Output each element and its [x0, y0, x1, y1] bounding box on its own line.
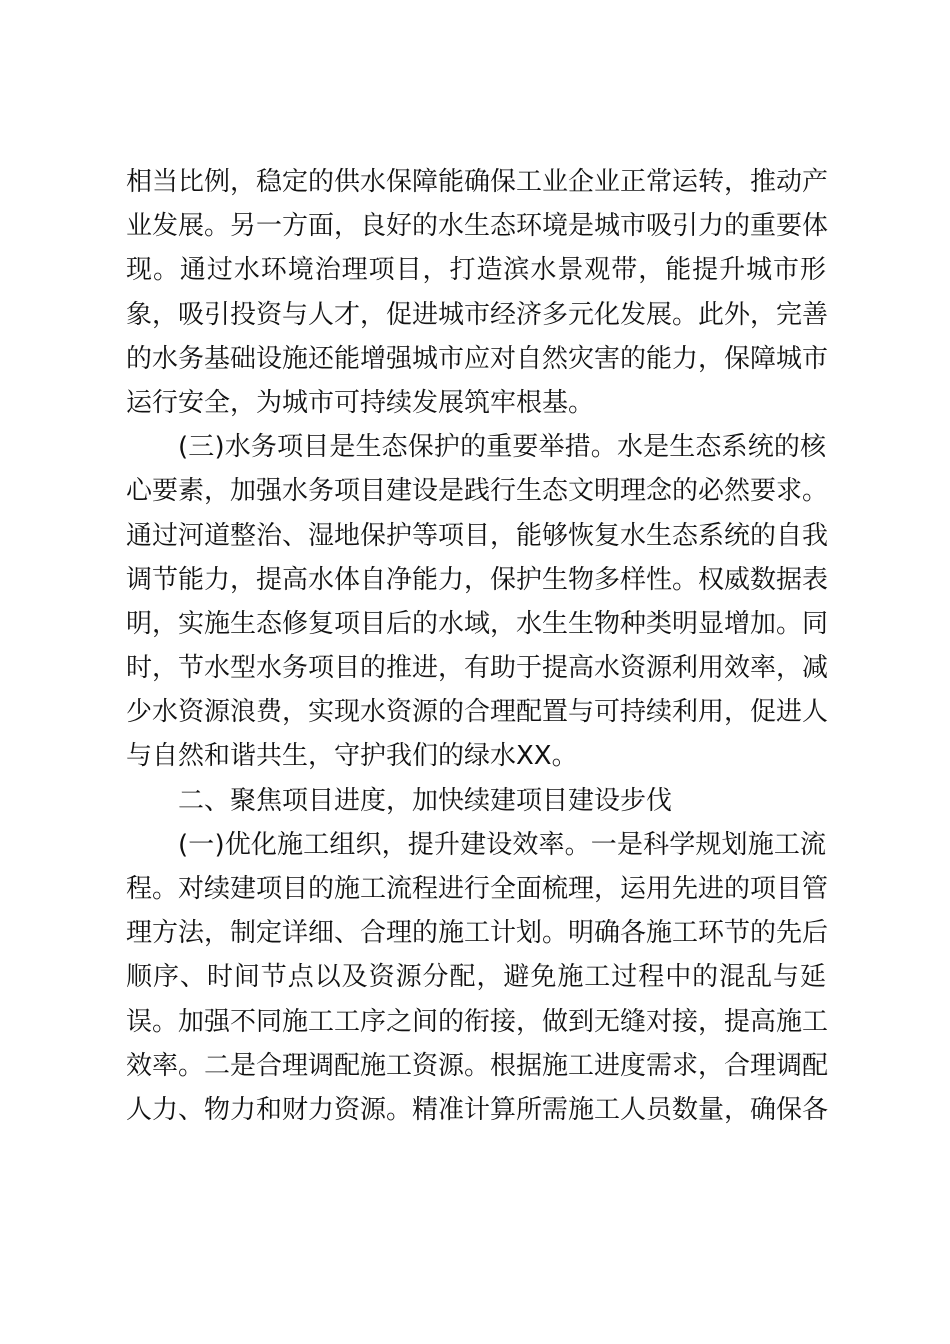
chapter-heading-2: 二、聚焦项目进度，加快续建项目建设步伐 [178, 785, 673, 816]
text-line: 与自然和谐共生，守护我们的绿水XX。 [126, 741, 578, 772]
section-heading-1: (一)优化施工组织，提升建设效率。一是科学规划施工流 [178, 829, 826, 860]
text-line: 误。加强不同施工工序之间的衔接，做到无缝对接，提高施工 [126, 1006, 829, 1037]
text-line: 效率。二是合理调配施工资源。根据施工进度需求，合理调配 [126, 1050, 829, 1081]
text-line: 人力、物力和财力资源。精准计算所需施工人员数量，确保各 [126, 1094, 829, 1125]
text-line: 理方法，制定详细、合理的施工计划。明确各施工环节的先后 [126, 918, 829, 949]
text-line: 时，节水型水务项目的推进，有助于提高水资源利用效率，减 [126, 653, 829, 684]
section-heading-3: (三)水务项目是生态保护的重要举措。水是生态系统的核 [178, 432, 826, 463]
text-line: 顺序、时间节点以及资源分配，避免施工过程中的混乱与延 [126, 962, 826, 993]
text-line: 的水务基础设施还能增强城市应对自然灾害的能力，保障城市 [126, 343, 829, 374]
text-line: 象，吸引投资与人才，促进城市经济多元化发展。此外，完善 [126, 299, 829, 330]
text-line: 通过河道整治、湿地保护等项目，能够恢复水生态系统的自我 [126, 520, 829, 551]
body-text [126, 160, 829, 1132]
text-line: 调节能力，提高水体自净能力，保护生物多样性。权威数据表 [126, 564, 829, 595]
text-line: 少水资源浪费，实现水资源的合理配置与可持续利用，促进人 [126, 697, 829, 728]
text-line: 心要素，加强水务项目建设是践行生态文明理念的必然要求。 [126, 476, 829, 507]
text-line: 相当比例，稳定的供水保障能确保工业企业正常运转，推动产 [126, 167, 829, 197]
text-line: 明，实施生态修复项目后的水域，水生生物种类明显增加。同 [126, 608, 829, 639]
text-line: 现。通过水环境治理项目，打造滨水景观带，能提升城市形 [126, 255, 826, 286]
text-line: 业发展。另一方面，良好的水生态环境是城市吸引力的重要体 [126, 211, 829, 242]
text-line: 运行安全，为城市可持续发展筑牢根基。 [126, 387, 595, 418]
text-line: 程。对续建项目的施工流程进行全面梳理，运用先进的项目管 [126, 874, 829, 904]
